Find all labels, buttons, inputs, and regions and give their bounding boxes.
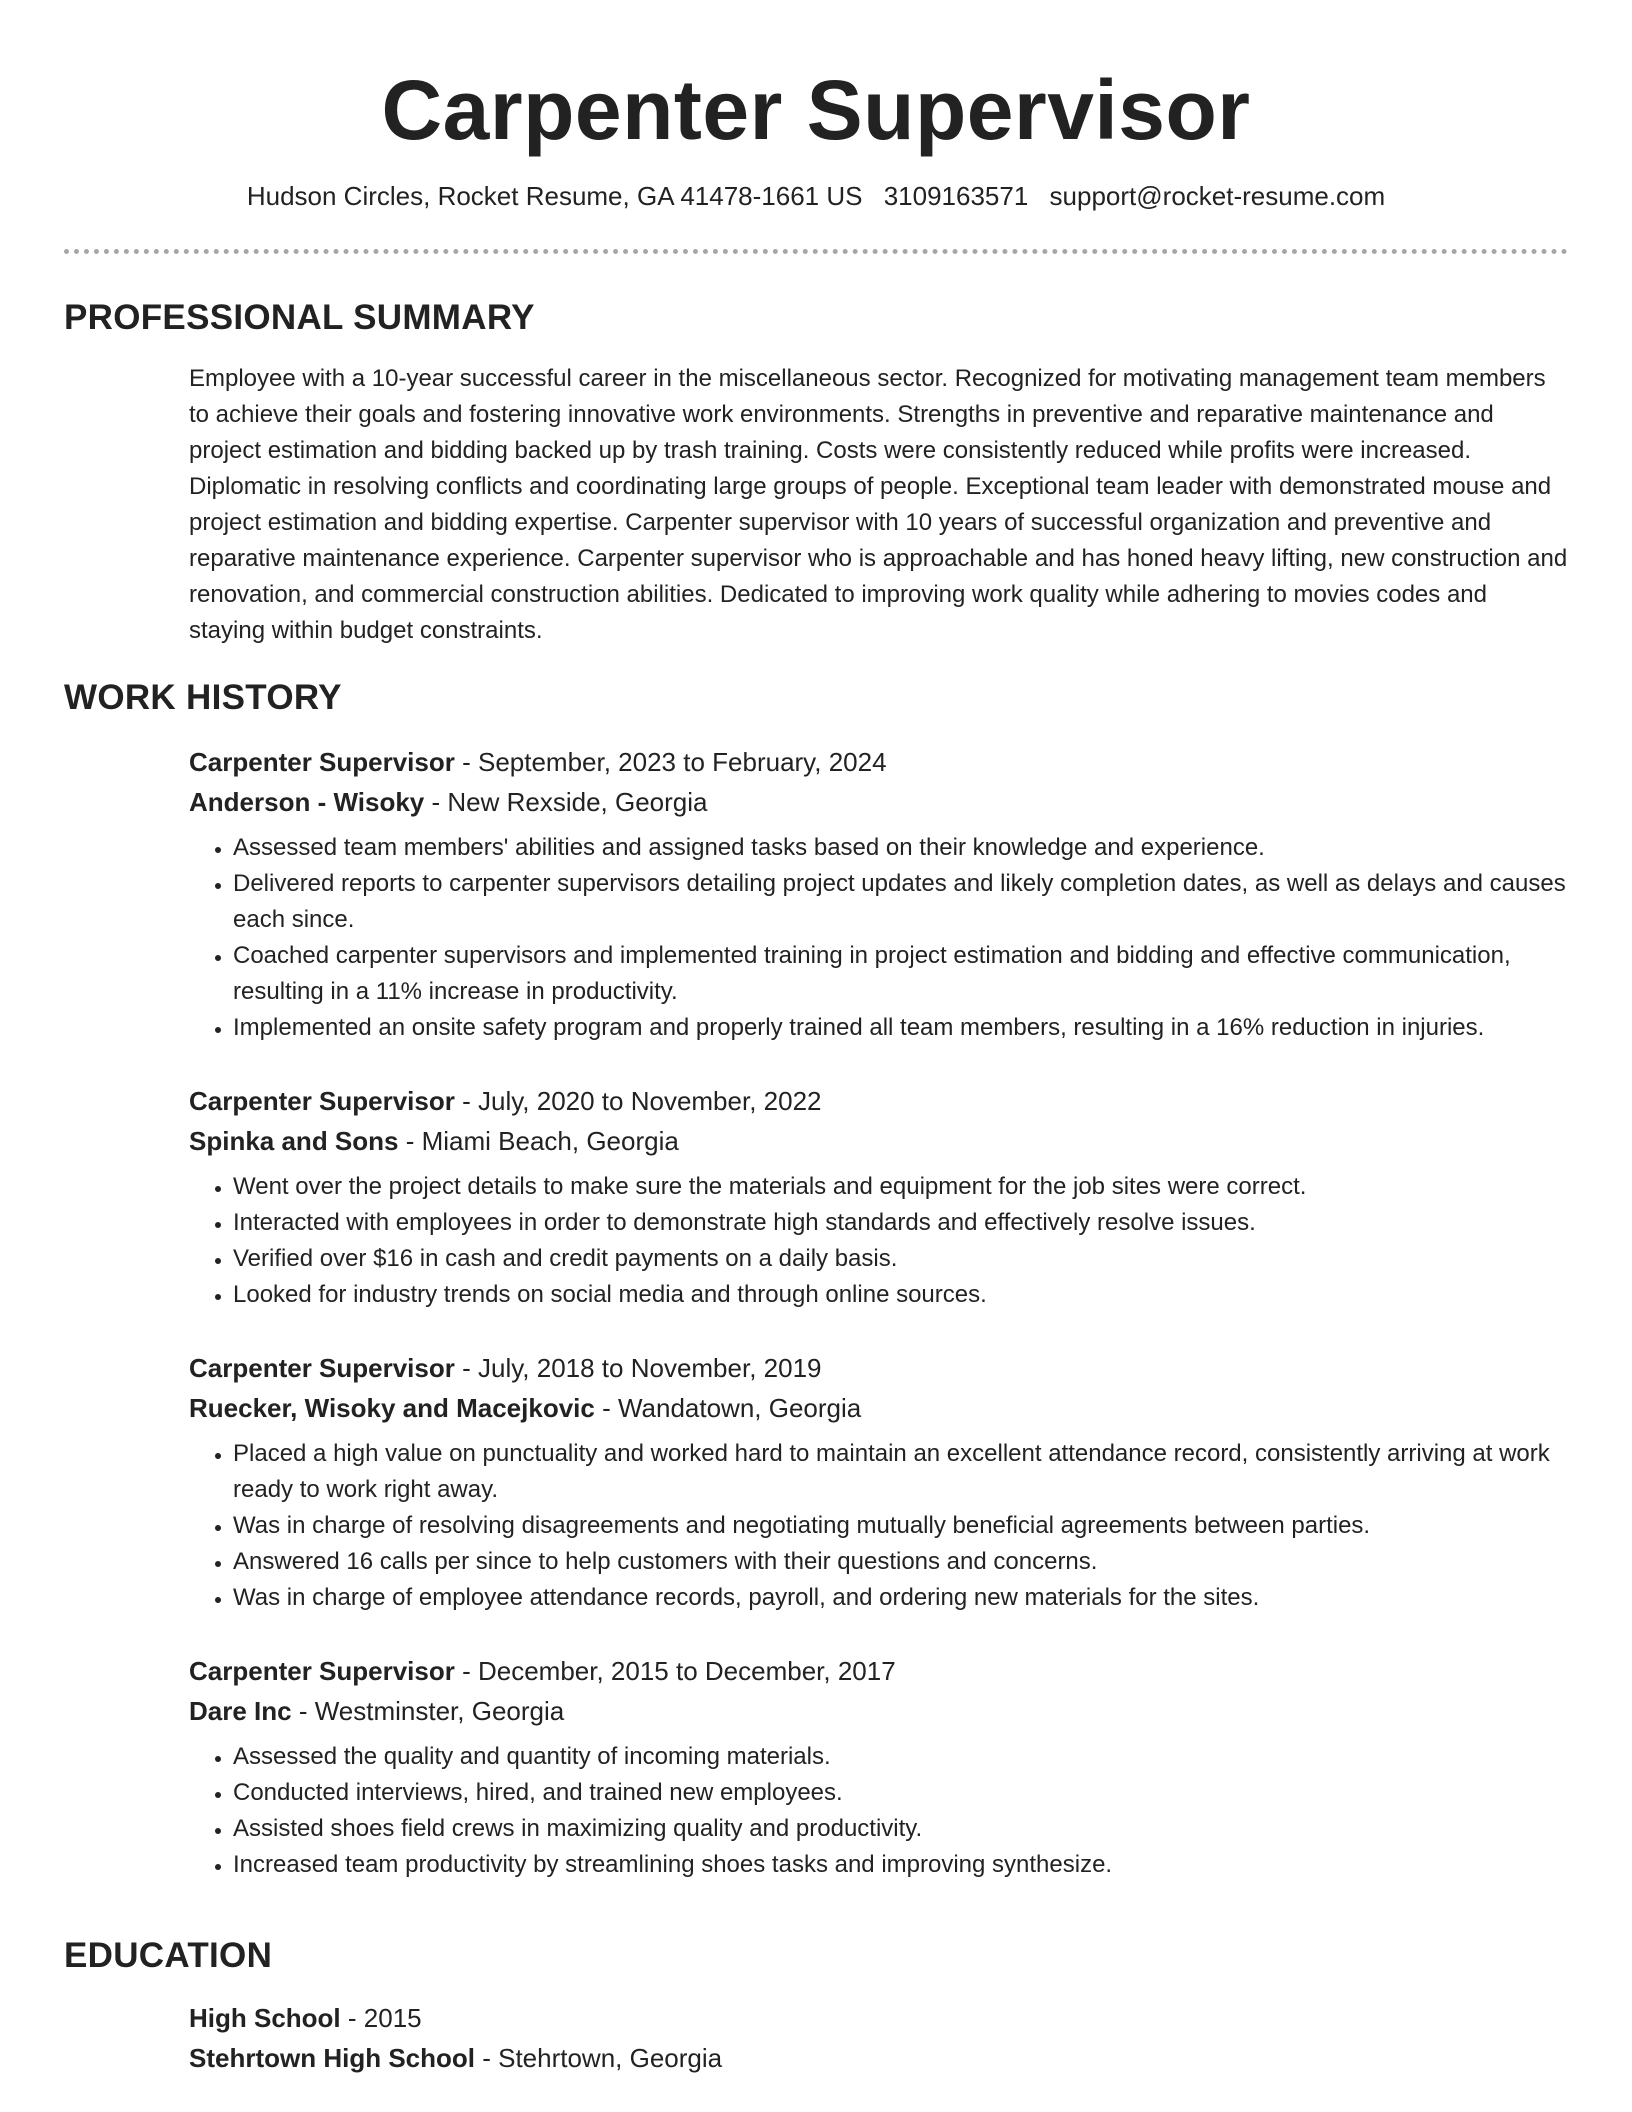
job-company: Dare Inc [189,1696,292,1726]
job-bullets [189,830,1569,1046]
job-company-line [189,1121,1569,1161]
job-entry [189,1081,1569,1313]
job-role: Carpenter Supervisor [189,1353,455,1383]
education-year: - 2015 [340,2003,422,2033]
header-divider [64,249,1568,254]
job-title-line [189,1081,1569,1121]
education-section [189,1998,1569,2078]
job-bullet: • Assessed team members' abilities and assigned tasks based on their knowledge and experience. [233,830,1569,866]
summary-text: Employee with a 10-year successful career in the miscellaneous sector. Recognized for motivating management team members to achieve their goals and fostering innovative work environments. Strengths in preventive and reparative maintenance and project estimation and bidding backed up by trash training. Costs were consistently reduced while profits were increased. Diplomatic in resolving conflicts and coordinating large groups of people. Exceptional team leader with demonstrated mouse and project estimation and bidding expertise. Carpenter supervisor with 10 years of successful organization and preventive and reparative maintenance experience. Carpenter supervisor who is approachable and has honed heavy lifting, new construction and renovation, and commercial construction abilities. Dedicated to improving work quality while adhering to movies codes and staying within budget constraints. [189,365,1568,644]
contact-line [0,178,1632,214]
job-bullet: • Placed a high value on punctuality and worked hard to maintain an excellent attendance record, consistently arriving at work ready to work right away. [233,1436,1569,1508]
job-bullet: • Was in charge of employee attendance records, payroll, and ordering new materials for the sites. [233,1580,1569,1616]
contact-phone: 3109163571 [883,181,1029,211]
job-location: - Wandatown, Georgia [594,1393,862,1423]
job-bullet: • Implemented an onsite safety program and properly trained all team members, resulting in a 16% reduction in injuries. [233,1010,1569,1046]
job-bullets [189,1739,1569,1883]
job-bullet: • Went over the project details to make sure the materials and equipment for the job sites were correct. [233,1169,1569,1205]
education-location: - Stehrtown, Georgia [475,2043,723,2073]
job-role: Carpenter Supervisor [189,1086,455,1116]
job-location: - New Rexside, Georgia [424,787,708,817]
job-bullet: • Increased team productivity by streamlining shoes tasks and improving synthesize. [233,1847,1569,1883]
job-company-line [189,1388,1569,1428]
job-dates: - September, 2023 to February, 2024 [454,747,887,777]
job-company: Spinka and Sons [189,1126,399,1156]
job-bullet: • Conducted interviews, hired, and trained new employees. [233,1775,1569,1811]
candidate-name: Carpenter Supervisor [381,63,1251,157]
job-dates: - July, 2018 to November, 2019 [454,1353,822,1383]
job-dates: - July, 2020 to November, 2022 [454,1086,822,1116]
job-company: Anderson - Wisoky [189,787,425,817]
job-entry [189,1651,1569,1883]
job-title-line [189,1348,1569,1388]
job-entry [189,742,1569,1046]
job-bullet: • Assisted shoes field crews in maximizing quality and productivity. [233,1811,1569,1847]
job-company: Ruecker, Wisoky and Macejkovic [189,1393,595,1423]
job-role: Carpenter Supervisor [189,1656,455,1686]
education-school-line [189,2038,1569,2078]
contact-email: support@rocket-resume.com [1049,181,1386,211]
job-bullet: • Delivered reports to carpenter supervisors detailing project updates and likely completion dates, as well as delays and causes each since. [233,866,1569,938]
job-bullet: • Was in charge of resolving disagreements and negotiating mutually beneficial agreements between parties. [233,1508,1569,1544]
summary-section [189,361,1569,649]
education-school: Stehrtown High School [189,2043,475,2073]
job-dates: - December, 2015 to December, 2017 [454,1656,896,1686]
job-company-line [189,1691,1569,1731]
job-role: Carpenter Supervisor [189,747,455,777]
job-bullet: • Answered 16 calls per since to help customers with their questions and concerns. [233,1544,1569,1580]
job-title-line [189,742,1569,782]
job-entry [189,1348,1569,1616]
work-history-heading: WORK HISTORY [64,678,342,717]
work-history-section [189,742,1569,1918]
job-location: - Miami Beach, Georgia [398,1126,679,1156]
contact-address: Hudson Circles, Rocket Resume, GA 41478-1661 US [246,181,863,211]
education-degree-line [189,1998,1569,2038]
job-location: - Westminster, Georgia [291,1696,565,1726]
summary-heading: PROFESSIONAL SUMMARY [64,298,535,337]
job-bullets [189,1169,1569,1313]
job-bullet: • Coached carpenter supervisors and implemented training in project estimation and bidding and effective communication, resulting in a 11% increase in productivity. [233,938,1569,1010]
job-bullet: • Interacted with employees in order to demonstrate high standards and effectively resolve issues. [233,1205,1569,1241]
job-bullet: • Assessed the quality and quantity of incoming materials. [233,1739,1569,1775]
job-bullet: • Looked for industry trends on social media and through online sources. [233,1277,1569,1313]
job-bullet: • Verified over $16 in cash and credit payments on a daily basis. [233,1241,1569,1277]
education-heading: EDUCATION [64,1936,273,1975]
job-bullets [189,1436,1569,1616]
education-degree: High School [189,2003,341,2033]
job-title-line [189,1651,1569,1691]
job-company-line [189,782,1569,822]
